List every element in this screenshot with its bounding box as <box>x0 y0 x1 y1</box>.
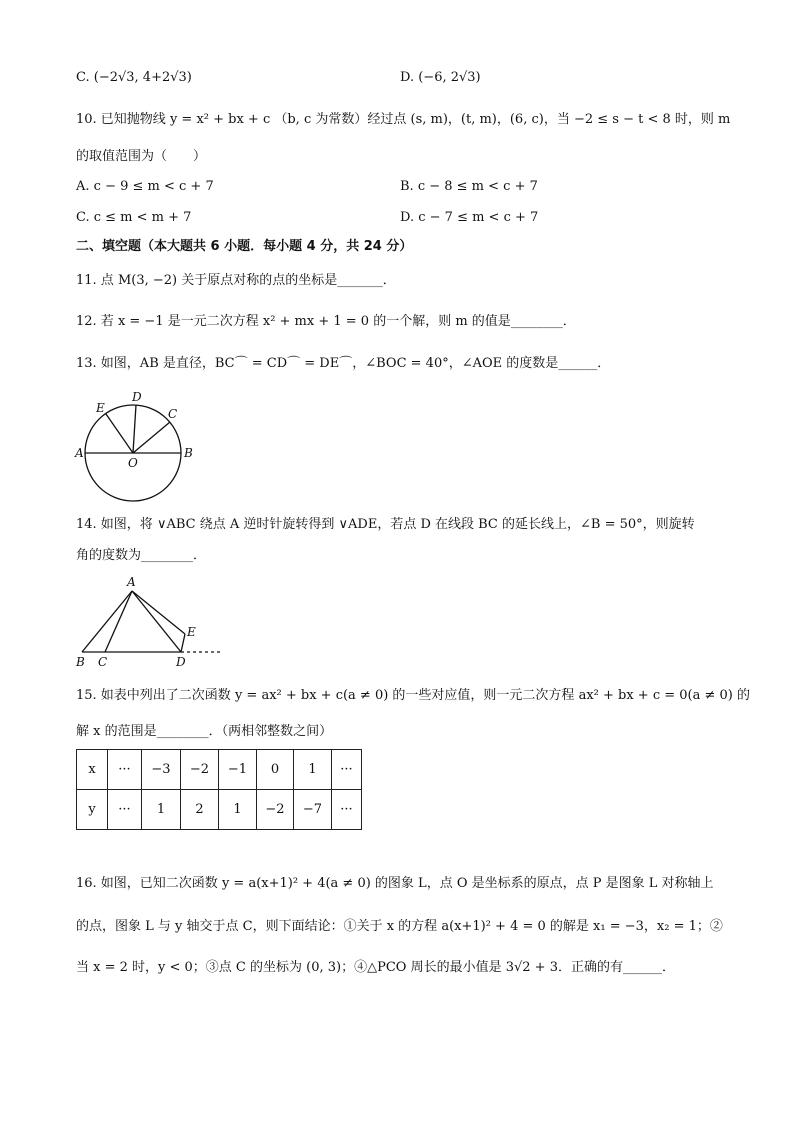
table-cell: −7 <box>294 790 332 830</box>
section-heading-fill-in: 二、填空题（本大题共 6 小题．每小题 4 分，共 24 分） <box>76 239 413 254</box>
q14-stem-line2: 角的度数为________． <box>76 548 207 563</box>
table-cell: ··· <box>332 750 362 790</box>
table-cell: x <box>77 750 108 790</box>
q15-stem-line1: 15. 如表中列出了二次函数 y = ax² + bx + c(a ≠ 0) 的一些对应值，则一元二次方程 ax² + bx + c = 0(a ≠ 0) 的 <box>76 688 750 703</box>
q10-option-d: D. c − 7 ≤ m < c + 7 <box>400 210 539 225</box>
table-cell: ··· <box>332 790 362 830</box>
table-cell: −2 <box>181 750 219 790</box>
table-cell: −3 <box>142 750 181 790</box>
table-row <box>77 750 362 790</box>
q14-triangle-figure <box>70 573 230 673</box>
q10-stem-line1: 10. 已知抛物线 y = x² + bx + c （b, c 为常数）经过点 (s, m)，(t, m)，(6, c)，当 −2 ≤ s − t < 8 时，则 m <box>76 112 731 127</box>
q10-option-b: B. c − 8 ≤ m < c + 7 <box>400 179 538 194</box>
q14-label-b: B <box>76 655 85 669</box>
q14-segment-ae <box>132 591 185 634</box>
q14-stem-line1: 14. 如图，将 ∨ABC 绕点 A 逆时针旋转得到 ∨ADE，若点 D 在线段 BC 的延长线上，∠B = 50°，则旋转 <box>76 517 695 532</box>
q14-segment-ad <box>132 591 181 652</box>
q15-values-table <box>76 749 362 830</box>
q16-stem-line3: 当 x = 2 时，y < 0；③点 C 的坐标为 (0, 3)；④△PCO 周长的最小值是 3√2 + 3．正确的有______． <box>76 960 675 975</box>
q16-stem-line2: 的点，图象 L 与 y 轴交于点 C，则下面结论：①关于 x 的方程 a(x+1)² + 4 = 0 的解是 x₁ = −3，x₂ = 1；② <box>76 919 723 934</box>
q13-label-d: D <box>132 390 142 404</box>
q13-label-b: B <box>184 446 193 460</box>
q13-radius-oe <box>106 414 133 453</box>
q13-radius-od <box>133 405 136 453</box>
q14-label-d: D <box>176 655 186 669</box>
q13-label-a: A <box>75 446 84 460</box>
q11-text: 11. 点 M(3, −2) 关于原点对称的点的坐标是_______． <box>76 273 396 288</box>
table-cell: 1 <box>142 790 181 830</box>
table-cell: ··· <box>108 750 142 790</box>
q9-option-d: D. (−6, 2√3) <box>400 70 481 85</box>
q14-segment-de <box>181 634 185 652</box>
table-cell: −2 <box>257 790 294 830</box>
q13-label-c: C <box>168 407 178 421</box>
q14-label-a: A <box>127 575 136 589</box>
q10-option-a: A. c − 9 ≤ m < c + 7 <box>76 179 214 194</box>
table-row <box>77 790 362 830</box>
table-cell: 1 <box>294 750 332 790</box>
q12-text: 12. 若 x = −1 是一元二次方程 x² + mx + 1 = 0 的一个解，则 m 的值是________． <box>76 314 576 329</box>
q14-segment-ac <box>105 591 132 652</box>
q13-circle-figure <box>70 385 210 503</box>
table-cell: y <box>77 790 108 830</box>
q14-segment-ab <box>82 591 132 652</box>
q10-option-c: C. c ≤ m < m + 7 <box>76 210 192 225</box>
q13-label-o: O <box>128 456 138 470</box>
table-cell: −1 <box>219 750 257 790</box>
q10-stem-line2: 的取值范围为（ ） <box>76 149 207 164</box>
table-cell: 1 <box>219 790 257 830</box>
table-cell: 2 <box>181 790 219 830</box>
q13-radius-oc <box>133 422 170 453</box>
q16-stem-line1: 16. 如图，已知二次函数 y = a(x+1)² + 4(a ≠ 0) 的图象 L，点 O 是坐标系的原点，点 P 是图象 L 对称轴上 <box>76 876 714 891</box>
q13-label-e: E <box>96 401 105 415</box>
q13-text: 13. 如图，AB 是直径，BC⌒ = CD⌒ = DE⌒，∠BOC = 40°，∠AOE 的度数是______． <box>76 356 611 371</box>
q14-label-e: E <box>187 625 196 639</box>
table-cell: ··· <box>108 790 142 830</box>
table-cell: 0 <box>257 750 294 790</box>
q15-stem-line2: 解 x 的范围是________．（两相邻整数之间） <box>76 724 333 739</box>
q9-option-c: C. (−2√3, 4+2√3) <box>76 70 192 85</box>
q14-label-c: C <box>98 655 108 669</box>
